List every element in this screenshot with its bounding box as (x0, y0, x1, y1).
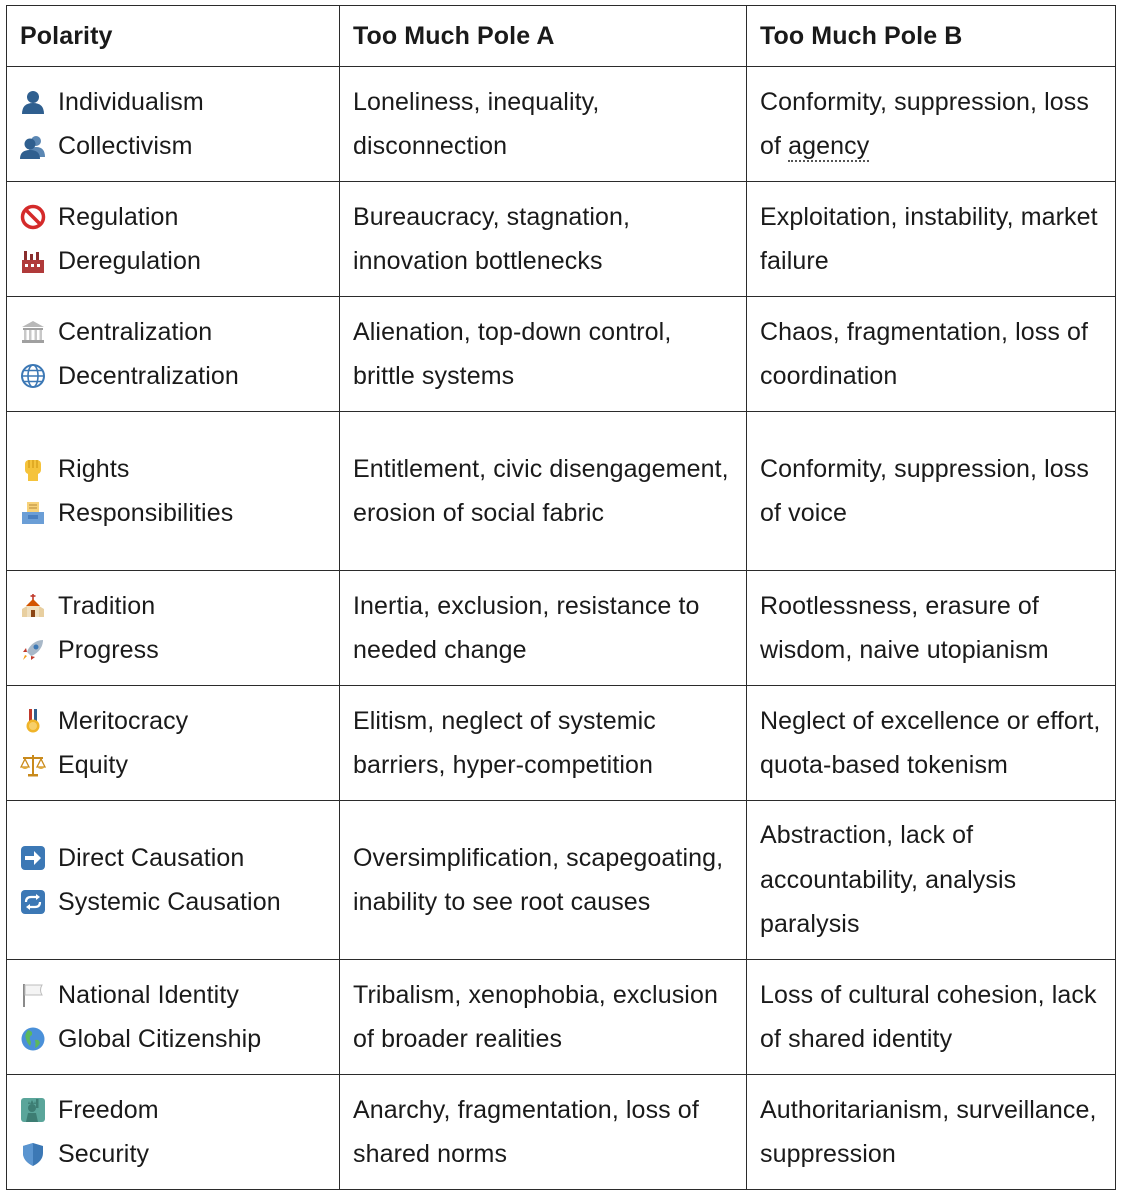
pole-b-cell: Authoritarianism, surveillance, suppression (747, 1075, 1116, 1190)
table-row (7, 182, 1116, 297)
pole-a-cell: Entitlement, civic disengagement, erosion of social fabric (340, 412, 747, 571)
pole-1: Individualism (20, 80, 327, 125)
polarity-cell (7, 686, 340, 801)
pole-2: Collectivism (20, 124, 327, 169)
table-row (7, 571, 1116, 686)
table-row (7, 801, 1116, 960)
pole-1: Centralization (20, 310, 327, 355)
polarity-cell (7, 801, 340, 960)
polarity-cell (7, 571, 340, 686)
pole-b-cell: Chaos, fragmentation, loss of coordination (747, 297, 1116, 412)
pole-b-cell: Neglect of excellence or effort, quota-based tokenism (747, 686, 1116, 801)
header-pole-a: Too Much Pole A (340, 6, 747, 67)
header-row (7, 6, 1116, 67)
balance-scale-icon (20, 752, 46, 778)
pole-a-cell: Alienation, top-down control, brittle systems (340, 297, 747, 412)
prohibited-icon (20, 204, 46, 230)
globe-with-meridians-icon (20, 363, 46, 389)
pole-2: Systemic Causation (20, 880, 327, 925)
table-row (7, 67, 1116, 182)
busts-in-silhouette-icon (20, 133, 46, 159)
medal-icon (20, 708, 46, 734)
polarity-cell (7, 182, 340, 297)
pole-a-cell: Oversimplification, scapegoating, inability to see root causes (340, 801, 747, 960)
pole-1: National Identity (20, 973, 327, 1018)
globe-americas-icon (20, 1026, 46, 1052)
header-pole-b: Too Much Pole B (747, 6, 1116, 67)
church-icon (20, 593, 46, 619)
repeat-arrows-icon (20, 889, 46, 915)
pole-a-cell: Inertia, exclusion, resistance to needed change (340, 571, 747, 686)
pole-a-cell: Elitism, neglect of systemic barriers, hyper-competition (340, 686, 747, 801)
pole-1: Regulation (20, 195, 327, 240)
pole-1: Tradition (20, 584, 327, 629)
table-row (7, 686, 1116, 801)
pole-a-cell: Bureaucracy, stagnation, innovation bottlenecks (340, 182, 747, 297)
pole-1: Rights (20, 447, 327, 492)
agency-link[interactable]: agency (788, 132, 870, 160)
pole-a-cell: Anarchy, fragmentation, loss of shared norms (340, 1075, 747, 1190)
pole-b-cell: Exploitation, instability, market failure (747, 182, 1116, 297)
table-row (7, 297, 1116, 412)
white-flag-icon (20, 982, 46, 1008)
pole-b-cell: Conformity, suppression, loss of agency (747, 67, 1116, 182)
table-row (7, 412, 1116, 571)
pole-2: Global Citizenship (20, 1017, 327, 1062)
pole-2: Equity (20, 743, 327, 788)
table-row (7, 1075, 1116, 1190)
polarity-cell (7, 297, 340, 412)
table-row (7, 960, 1116, 1075)
pole-a-cell: Loneliness, inequality, disconnection (340, 67, 747, 182)
pole-2: Progress (20, 628, 327, 673)
shield-icon (20, 1141, 46, 1167)
pole-b-cell: Conformity, suppression, loss of voice (747, 412, 1116, 571)
polarity-table (6, 5, 1116, 1190)
inbox-tray-icon (20, 500, 46, 526)
pole-1: Freedom (20, 1088, 327, 1133)
right-arrow-icon (20, 845, 46, 871)
factory-icon (20, 248, 46, 274)
pole-1: Direct Causation (20, 836, 327, 881)
pole-1: Meritocracy (20, 699, 327, 744)
pole-2: Deregulation (20, 239, 327, 284)
bust-in-silhouette-icon (20, 89, 46, 115)
header-polarity: Polarity (7, 6, 340, 67)
pole-b-cell: Rootlessness, erasure of wisdom, naive utopianism (747, 571, 1116, 686)
pole-2: Responsibilities (20, 491, 327, 536)
pole-a-cell: Tribalism, xenophobia, exclusion of broader realities (340, 960, 747, 1075)
raised-fist-icon (20, 456, 46, 482)
statue-of-liberty-icon (20, 1097, 46, 1123)
classical-building-icon (20, 319, 46, 345)
pole-2: Decentralization (20, 354, 327, 399)
polarity-cell (7, 960, 340, 1075)
pole-2: Security (20, 1132, 327, 1177)
polarity-cell (7, 412, 340, 571)
polarity-cell (7, 1075, 340, 1190)
pole-b-cell: Loss of cultural cohesion, lack of shared identity (747, 960, 1116, 1075)
polarity-cell (7, 67, 340, 182)
rocket-icon (20, 637, 46, 663)
pole-b-cell: Abstraction, lack of accountability, analysis paralysis (747, 801, 1116, 960)
